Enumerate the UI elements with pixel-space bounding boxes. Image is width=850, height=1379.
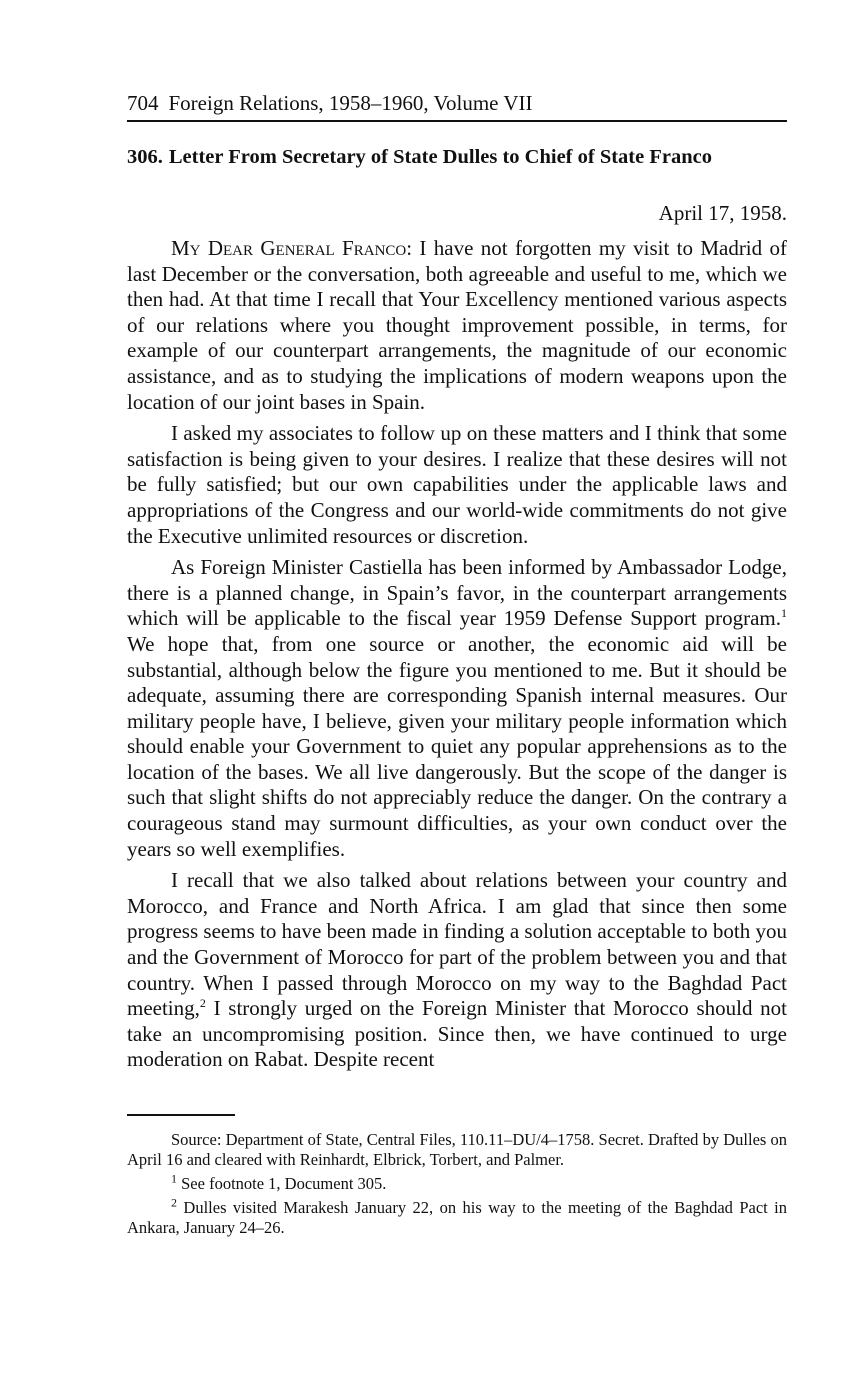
running-header <box>127 88 787 122</box>
document-page <box>127 88 787 1242</box>
paragraph-3-text-a: As Foreign Minister Castiella has been informed by Ambassador Lodge, there is a planned change, in Spain’s favor, in the counterpart arrangements which will be applicable to the fiscal year 1959 Defense Support program. <box>127 555 787 631</box>
paragraph-3-text-b: We hope that, from one source or another, the economic aid will be substantial, although below the figure you mentioned to me. But it should be adequate, assuming there are corresponding Spanish internal measures. Our military people have, I believe, given your military people information which should enable your Government to quiet any popular apprehensions as to the location of the bases. We all live dangerously. But the scope of the danger is such that slight shifts do not appreciably reduce the danger. On the contrary a courageous stand may surmount difficulties, as your own conduct over the years so well exemplifies. <box>127 631 787 861</box>
footnotes <box>127 1130 787 1238</box>
document-title: Letter From Secretary of State Dulles to Chief of State Franco <box>168 146 712 168</box>
footnote-ref-2[interactable]: 2 <box>199 996 206 1011</box>
document-number: 306. <box>127 146 163 168</box>
series-title: Foreign Relations, 1958–1960, Volume VII <box>168 91 533 115</box>
source-note: Source: Department of State, Central Files, 110.11–DU/4–1758. Secret. Drafted by Dulles on April 16 and cleared with Reinhardt, Elbrick, Torbert, and Palmer. <box>127 1130 787 1169</box>
document-heading <box>127 143 787 171</box>
footnote-2-marker: 2 <box>171 1195 177 1210</box>
footnote-2-text: Dulles visited Marakesh January 22, on his way to the meeting of the Baghdad Pact in Ankara, January 24–26. <box>127 1198 787 1237</box>
footnote-2 <box>127 1195 787 1238</box>
paragraph-3 <box>127 555 787 862</box>
paragraph-4-text-a: I recall that we also talked about relations between your country and Morocco, and France and North Africa. I am glad that since then some progress seems to have been made in finding a solution acceptable to both you and the Government of Morocco for part of the problem between you and that country. When I passed through Morocco on my way to the Baghdad Pact meeting, <box>127 868 787 1021</box>
footnote-1-text: See footnote 1, Document 305. <box>177 1174 387 1193</box>
letter-date: April 17, 1958. <box>658 201 787 225</box>
page-number: 704 <box>127 91 159 115</box>
paragraph-4 <box>127 868 787 1073</box>
salutation: My Dear General Franco: <box>171 236 413 260</box>
footnote-ref-1[interactable]: 1 <box>781 606 787 621</box>
footnote-divider <box>127 1114 235 1116</box>
paragraph-4-text-b: I strongly urged on the Foreign Minister that Morocco should not take an uncompromising position. Since then, we have continued to urge moderation on Rabat. Despite recent <box>127 996 787 1072</box>
paragraph-2: I asked my associates to follow up on these matters and I think that some satisfaction is being given to your desires. I realize that these desires will not be fully satisfied; but our own capabilities under the applicable laws and appropriations of the Congress and our world-wide commitments do not give the Executive unlimited resources or discretion. <box>127 421 787 548</box>
footnote-1 <box>127 1171 787 1194</box>
footnote-1-marker: 1 <box>171 1171 177 1186</box>
letter-body <box>127 236 787 1073</box>
paragraph-1-text: I have not forgotten my visit to Madrid of last December or the conversation, both agreeable and useful to me, which we then had. At that time I recall that Your Excellency mentioned various aspects of our relations where you thought improvement possible, in terms, for example of our counterpart arrangements, the magnitude of our economic assistance, and as to studying the implications of modern weapons upon the location of our joint bases in Spain. <box>127 236 787 414</box>
paragraph-1 <box>127 236 787 415</box>
